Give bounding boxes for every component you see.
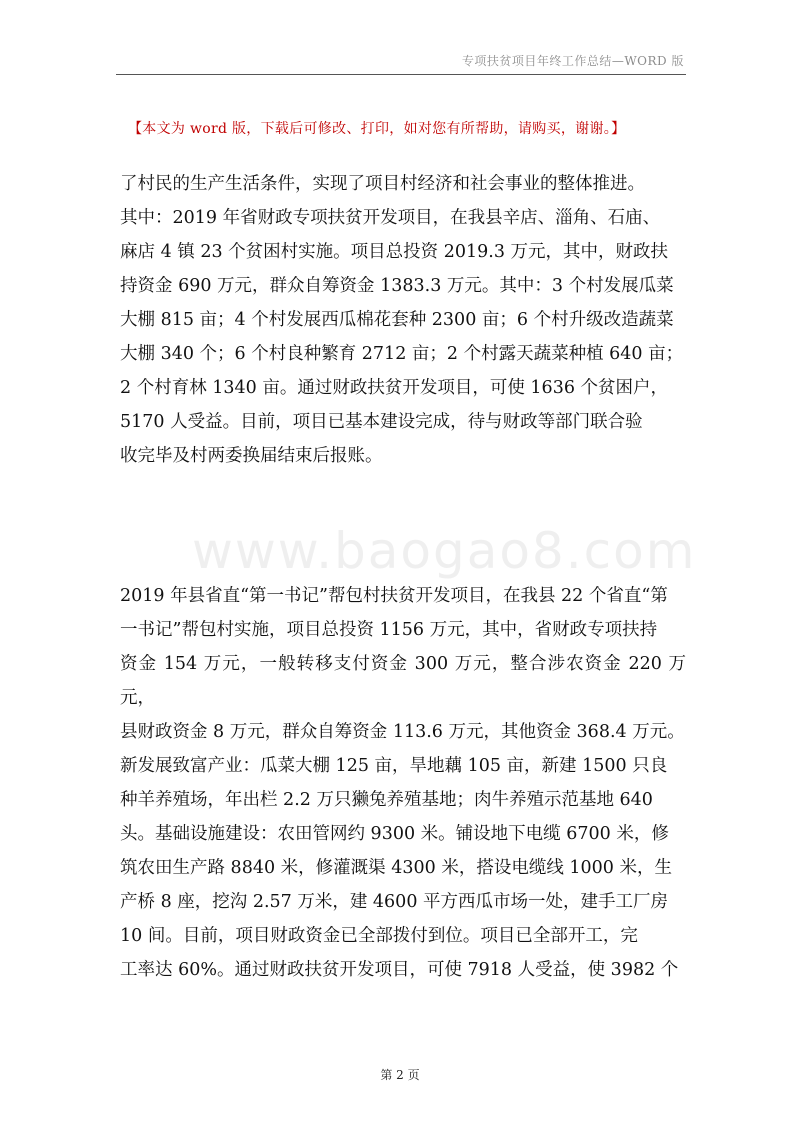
page-number: 第 2 页 [380, 1068, 420, 1082]
watermark-text: www.baogao8.com [192, 522, 697, 580]
body-paragraph-2: 2019 年县省直“第一书记”帮包村扶贫开发项目，在我县 22 个省直“第 一书记”帮包村实施，项目总投资 1156 万元，其中，省财政专项扶持 资金 154 万元，一般转移支付资金 300 万元，整合涉农资金 220 万元， 县财政资金 8 万元，群众自筹资金 113.6 万元，其他资金 368.4 万元。 新发展致富产业：瓜菜大棚 125 亩，旱地藕 105 亩，新建 1500 只良 种羊养殖场，年出栏 2.2 万只獭兔养殖基地；肉牛养殖示范基地 640 头。基础设施建设：农田管网约 9300 米。铺设地下电缆 6700 米，修 筑农田生产路 8840 米，修灌溉渠 4300 米，搭设电缆线 1000 米，生 产桥 8 座，挖沟 2.57 万米，建 4600 平方西瓜市场一处，建手工厂房 10 间。目前，项目财政资金已全部拨付到位。项目已全部开工，完 工率达 60%。通过财政扶贫开发项目，可使 7918 人受益，使 3982 个 [120, 586, 686, 980]
download-notice: 【本文为 word 版，下载后可修改、打印，如对您有所帮助，请购买，谢谢。】 [128, 121, 626, 137]
running-header: 专项扶贫项目年终工作总结—WORD 版 [461, 54, 684, 68]
header-divider [116, 74, 686, 75]
body-paragraph-1: 了村民的生产生活条件，实现了项目村经济和社会事业的整体推进。 其中：2019 年省财政专项扶贫开发项目，在我县辛店、淄角、石庙、 麻店 4 镇 23 个贫困村实施。项目总投资 2019.3 万元，其中，财政扶 持资金 690 万元，群众自筹资金 1383.3 万元。其中：3 个村发展瓜菜 大棚 815 亩；4 个村发展西瓜棉花套种 2300 亩；6 个村升级改造蔬菜 大棚 340 个；6 个村良种繁育 2712 亩；2 个村露天蔬菜种植 640 亩； 2 个村育林 1340 亩。通过财政扶贫开发项目，可使 1636 个贫困户， 5170 人受益。目前，项目已基本建设完成，待与财政等部门联合验 收完毕及村两委换届结束后报账。 [120, 174, 684, 466]
